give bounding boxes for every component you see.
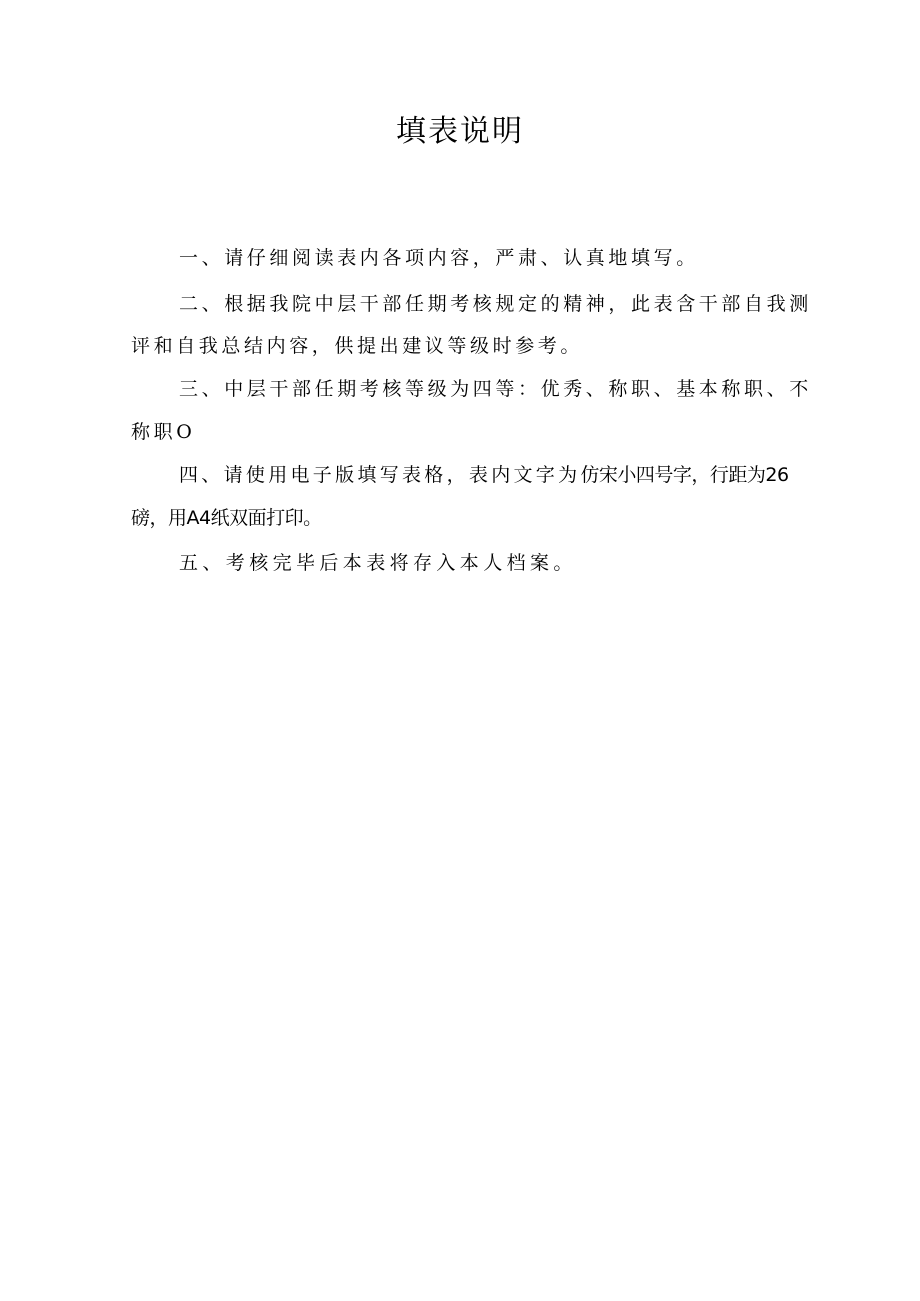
- instruction-item-5: 五、考核完毕后本表将存入本人档案。: [179, 552, 577, 574]
- instruction-item-2-line-2: 评和自我总结内容，供提出建议等级时参考。: [131, 335, 584, 357]
- instruction-item-2-line-1: 二、根据我院中层干部任期考核规定的精神，此表含干部自我测: [179, 293, 812, 315]
- instruction-item-4-line-1-part-b: 仿宋小四号字，行距为26: [580, 464, 789, 486]
- instruction-item-3-line-1: 三、中层干部任期考核等级为四等：优秀、称职、基本称职、不: [179, 378, 812, 400]
- instruction-item-3-line-2: 称职O: [131, 421, 196, 443]
- instruction-item-1: 一、请仔细阅读表内各项内容，严肃、认真地填写。: [179, 247, 699, 269]
- document-title: 填表说明: [396, 114, 524, 149]
- instruction-item-4-line-1-part-a: 四、请使用电子版填写表格，表内文字为: [179, 464, 581, 486]
- instruction-item-4-line-2: 磅，用A4纸双面打印。: [131, 507, 322, 529]
- instruction-item-4-line-1: [179, 460, 789, 490]
